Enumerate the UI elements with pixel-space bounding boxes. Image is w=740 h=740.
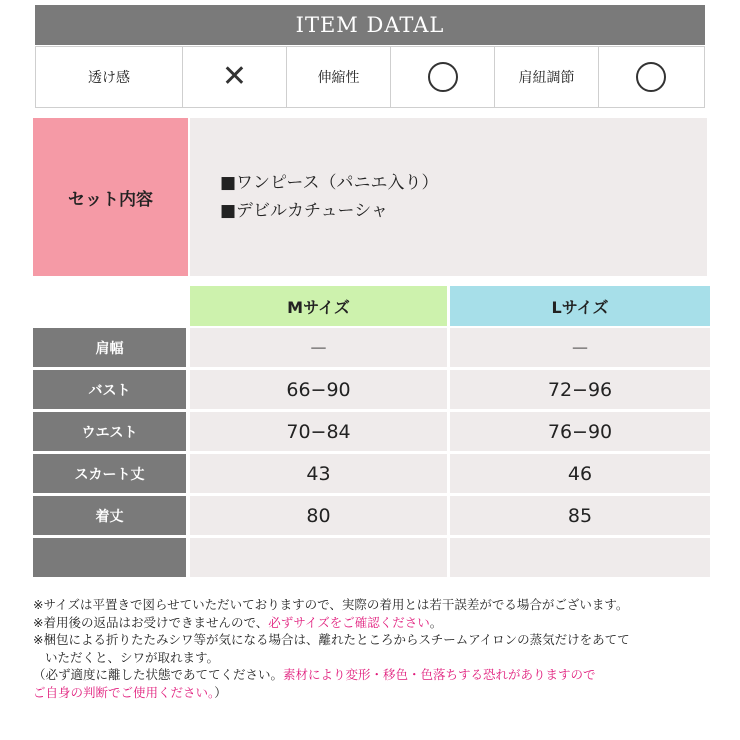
note-line: [33, 684, 723, 702]
cell-l-empty: [450, 538, 710, 577]
cell-m-total-length: 80: [190, 496, 447, 535]
cell-m-bust: 66−90: [190, 370, 447, 409]
cell-m-empty: [190, 538, 447, 577]
note-line: いただくと、シワが取れます。: [45, 649, 220, 665]
size-m-header: Mサイズ: [190, 286, 447, 326]
note-text: （必ず適度に離した状態であててください。: [33, 667, 284, 682]
row-label-total-length: 着丈: [33, 496, 186, 535]
cell-m-skirt-length: 43: [190, 454, 447, 493]
stretch-circle-icon: [391, 47, 495, 107]
notes: [33, 596, 723, 701]
cell-l-skirt-length: 46: [450, 454, 710, 493]
property-label-stretch: 伸縮性: [287, 47, 391, 107]
note-line: ※サイズは平置きで図らせていただいておりますので、実際の着用とは若干誤差がでる場合がございます。: [33, 597, 629, 612]
cross-icon: ✕: [221, 59, 248, 94]
row-label-bust: バスト: [33, 370, 186, 409]
note-text: ※着用後の返品はお受けできませんので、: [33, 614, 269, 630]
set-item: ■ワンピース（パニエ入り）: [220, 173, 439, 193]
cell-l-shoulder: －: [450, 328, 710, 367]
cell-l-bust: 72−96: [450, 370, 710, 409]
set-contents-label: セット内容: [33, 118, 188, 276]
cell-l-total-length: 85: [450, 496, 710, 535]
property-label-strap-adjust: 肩紐調節: [495, 47, 599, 107]
row-label-waist: ウエスト: [33, 412, 186, 451]
circle-icon: [636, 62, 666, 92]
row-label-empty: [33, 538, 186, 577]
properties-row: [35, 46, 705, 108]
row-label-skirt-length: スカート丈: [33, 454, 186, 493]
item-detail-title: ITEM DATAL: [35, 5, 705, 45]
note-line: [33, 666, 723, 684]
strap-adjust-circle-icon: [599, 47, 703, 107]
note-highlight: ご自身の判断でご使用ください。: [33, 684, 215, 700]
set-item: ■デビルカチューシャ: [220, 201, 388, 221]
note-line: [33, 614, 723, 632]
note-text: 。: [429, 614, 443, 630]
cell-m-waist: 70−84: [190, 412, 447, 451]
note-line: ※梱包による折りたたみシワ等が気になる場合は、離れたところからスチームアイロンの蒸気だけをあてて: [33, 632, 630, 647]
note-highlight: 必ずサイズをご確認ください: [268, 614, 430, 630]
cell-m-shoulder: －: [190, 328, 447, 367]
circle-icon: [428, 62, 458, 92]
row-label-shoulder: 肩幅: [33, 328, 186, 367]
set-contents-list: [190, 118, 707, 276]
note-text: ）: [214, 684, 227, 700]
cell-l-waist: 76−90: [450, 412, 710, 451]
sheerness-cross-icon: [183, 47, 287, 107]
size-l-header: Lサイズ: [450, 286, 710, 326]
property-label-sheerness: 透け感: [36, 47, 183, 107]
note-highlight: 素材により変形・移色・色落ちする恐れがありますので: [283, 667, 596, 682]
